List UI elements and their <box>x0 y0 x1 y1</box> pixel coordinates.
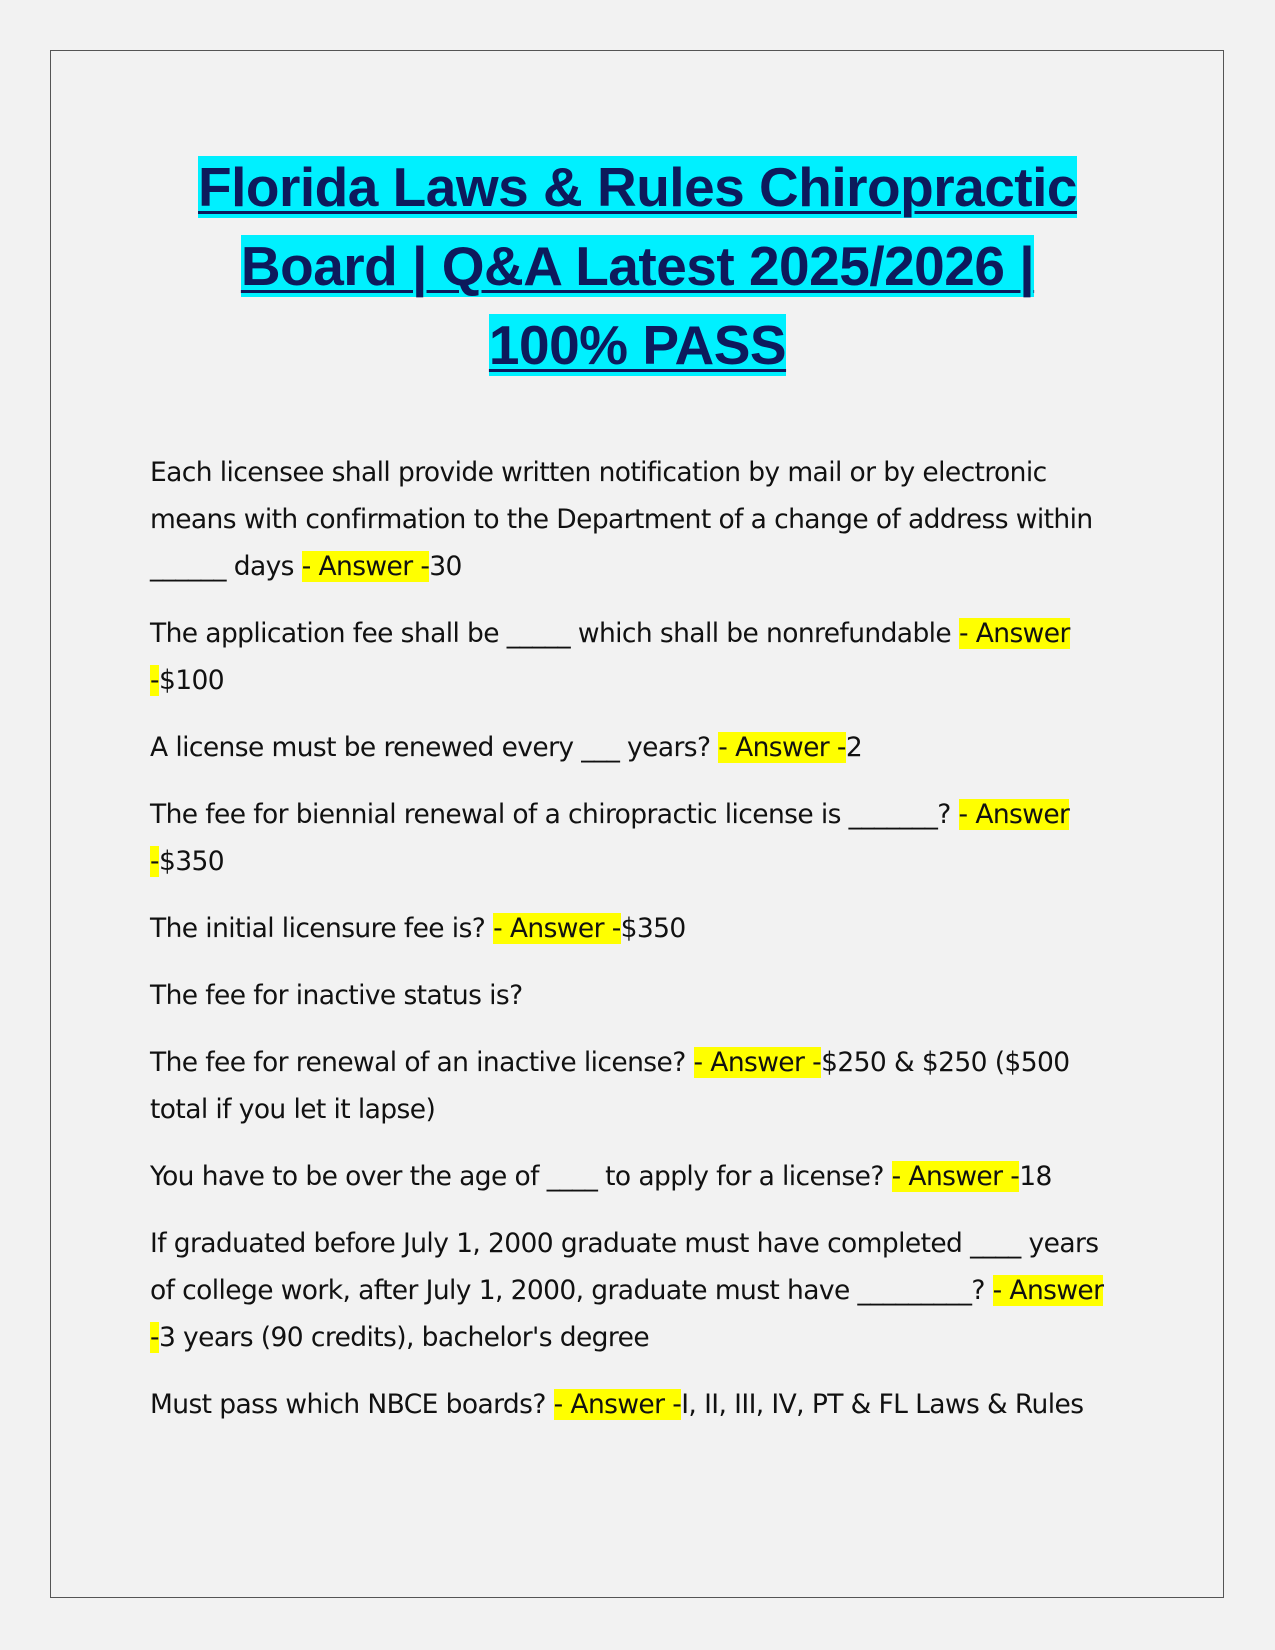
qa-item <box>150 905 1130 952</box>
qa-item <box>150 791 1130 885</box>
question-text: The fee for inactive status is? <box>150 980 523 1011</box>
title-line-1: Florida Laws & Rules Chiropractic <box>198 156 1077 218</box>
answer-text: $100 <box>158 665 225 696</box>
title-line-3: 100% PASS <box>488 314 787 376</box>
answer-marker: - Answer - <box>493 913 621 944</box>
document-title <box>100 148 1175 385</box>
answer-marker: - Answer - <box>301 551 430 582</box>
qa-item <box>150 1381 1130 1428</box>
qa-item <box>150 972 1130 1019</box>
answer-marker: - Answer - <box>891 1161 1020 1192</box>
title-line-2: Board | Q&A Latest 2025/2026 | <box>240 235 1035 297</box>
question-text: The application fee shall be _____ which shall be nonrefundable <box>150 618 959 649</box>
answer-marker: - Answer - <box>718 732 846 763</box>
qa-list <box>150 449 1130 1448</box>
question-text: A license must be renewed every ___ years? <box>150 732 719 763</box>
answer-marker: - Answer - <box>150 1275 1104 1353</box>
answer-text: $250 & $250 ($500 total if you let it lapse) <box>150 1047 1070 1125</box>
question-text: Must pass which NBCE boards? <box>150 1389 554 1420</box>
qa-item <box>150 610 1130 704</box>
answer-text: 18 <box>1019 1161 1052 1192</box>
question-text: You have to be over the age of ____ to apply for a license? <box>150 1161 892 1192</box>
answer-text: $350 <box>158 846 225 877</box>
qa-item <box>150 1220 1130 1361</box>
answer-marker: - Answer - <box>150 618 1070 696</box>
answer-marker: - Answer - <box>553 1389 682 1420</box>
answer-text: I, II, III, IV, PT & FL Laws & Rules <box>681 1389 1084 1420</box>
qa-item <box>150 1153 1130 1200</box>
qa-item <box>150 724 1130 771</box>
answer-text: 3 years (90 credits), bachelor's degree <box>158 1322 650 1353</box>
answer-text: 2 <box>845 732 863 763</box>
qa-item <box>150 1039 1130 1133</box>
question-text: The fee for renewal of an inactive license? <box>150 1047 694 1078</box>
answer-marker: - Answer - <box>150 799 1070 877</box>
question-text: The initial licensure fee is? <box>150 913 494 944</box>
answer-marker: - Answer - <box>693 1047 822 1078</box>
question-text: The fee for biennial renewal of a chiropractic license is _______? <box>150 799 959 830</box>
answer-text: $350 <box>620 913 686 944</box>
qa-item <box>150 449 1130 590</box>
answer-text: 30 <box>429 551 462 582</box>
question-text: Each licensee shall provide written notification by mail or by electronic means with confirmation to the Department of a change of address within ______ days <box>150 457 1093 582</box>
question-text: If graduated before July 1, 2000 graduate must have completed ____ years of college work, after July 1, 2000, graduate must have _________? <box>150 1228 1099 1306</box>
